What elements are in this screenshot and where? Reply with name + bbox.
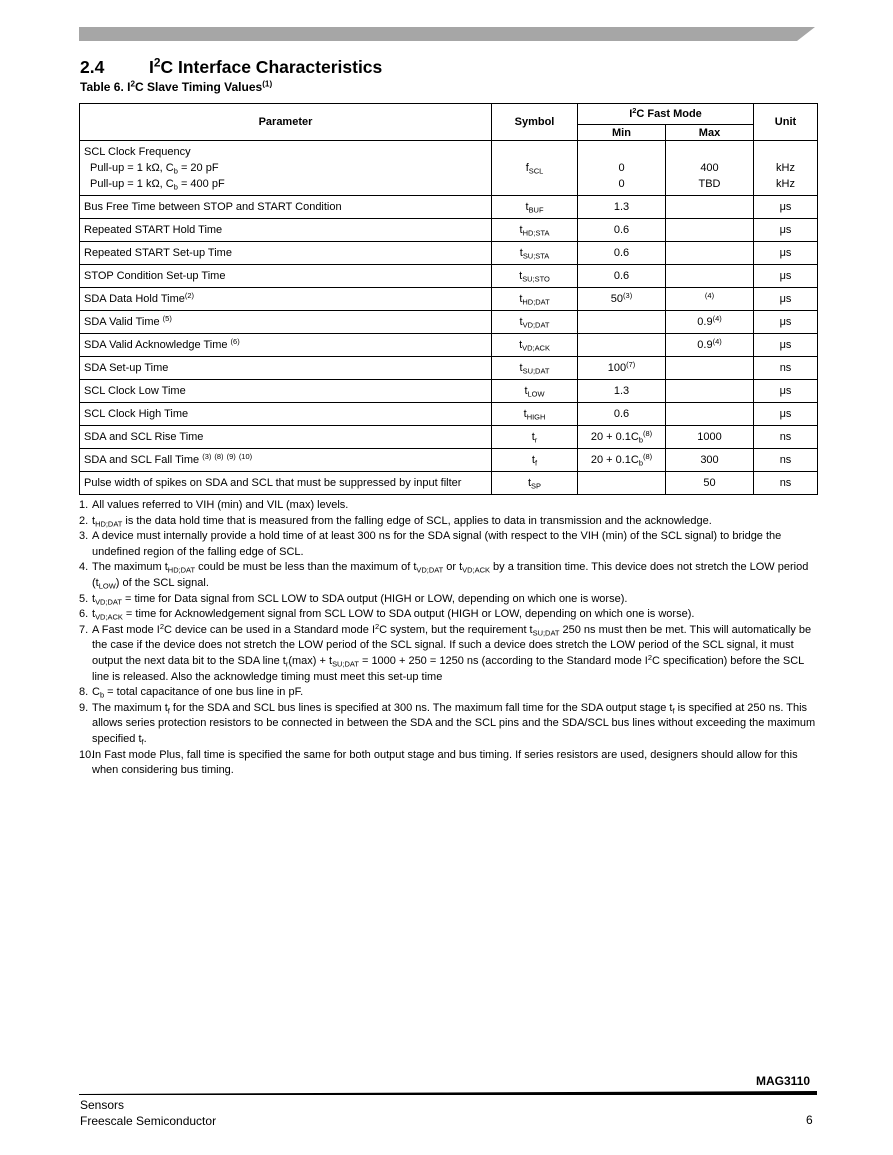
param-cell: STOP Condition Set-up Time [80, 265, 492, 288]
table-row [80, 426, 818, 449]
footer-rule [79, 1091, 817, 1095]
symbol-cell: $f_{SCL}$ [492, 141, 578, 196]
max-cell [666, 242, 754, 265]
table-row [80, 219, 818, 242]
min-cell [578, 311, 666, 334]
table-row [80, 242, 818, 265]
unit-cell: ns [754, 426, 818, 449]
page-number: 6 [806, 1113, 813, 1127]
param-cell: SDA Set-up Time [80, 357, 492, 380]
footnote-item: 7. A Fast mode $I^2C$ device can be used in a Standard mode $I^2C$ system, but the requirement $t_{SU;DAT}$ 250 ns must then be met. This will automatically be the case if the device does not stretch the LOW period of the SCL signal. If such a device does stretch the LOW period of the SCL signal, it must output the next data bit to the SDA line $t_r(\max) + t_{SU;DAT} = 1000 + 250 = 1250$ ns (according to the Standard mode $I^2C$ specification) before the SCL line is released. Also the acknowledge timing must meet this set-up time [79, 621, 812, 683]
max-cell [666, 265, 754, 288]
unit-cell: μs [754, 288, 818, 311]
section-heading [80, 57, 382, 78]
max-cell [666, 357, 754, 380]
unit-cell: kHz kHz [754, 141, 818, 196]
min-cell: 1.3 [578, 196, 666, 219]
param-cell: SCL Clock Low Time [80, 380, 492, 403]
param-cell: SCL Clock High Time [80, 403, 492, 426]
footnote-item: 9. The maximum $t_f$ for the SDA and SCL bus lines is specified at 300 ns. The maximum fall time for the SDA output stage $t_f$ is specified at 250 ns. This allows series protection resistors to be connected in between the SDA and the SCL pins and the SDA/SCL bus lines without exceeding the maximum specified $t_f$. [79, 701, 816, 747]
unit-cell: μs [754, 242, 818, 265]
unit-cell: μs [754, 403, 818, 426]
min-cell [578, 334, 666, 357]
footer-left [80, 1097, 216, 1129]
param-cell: SCL Clock Frequency Pull-up = 1 kΩ, $C_b = 20$ pF Pull-up = 1 kΩ, $C_b = 400$ pF [80, 141, 492, 196]
col-header-parameter: Parameter [80, 104, 492, 141]
max-cell: 0.9$^{(4)}$ [666, 334, 754, 357]
min-cell: $20 + 0.1C_b^{(8)}$ [578, 426, 666, 449]
table-row [80, 141, 818, 196]
footnote-item: 10. In Fast mode Plus, fall time is specified the same for both output stage and bus timing. If series resistors are used, designers should allow for this when considering bus timing. [79, 748, 798, 777]
max-cell [666, 403, 754, 426]
table-body [80, 196, 818, 495]
unit-cell: ns [754, 357, 818, 380]
min-cell [578, 472, 666, 495]
footer-company: Freescale Semiconductor [80, 1114, 217, 1128]
max-cell: 400 TBD [666, 141, 754, 196]
min-cell: 100$^{(7)}$ [578, 357, 666, 380]
timing-table [79, 103, 818, 495]
col-header-unit: Unit [754, 104, 818, 141]
symbol-cell: $t_{SU;DAT}$ [492, 357, 578, 380]
table-row [80, 449, 818, 472]
symbol-cell: $t_{SU;STO}$ [492, 265, 578, 288]
param-cell: Repeated START Set-up Time [80, 242, 492, 265]
min-cell: 0 0 [578, 141, 666, 196]
footnotes [79, 498, 817, 779]
footnote-item: 4. The maximum $t_{HD;DAT}$ could be must be less than the maximum of $t_{VD;DAT}$ or $t_{VD;ACK}$ by a transition time. This device does not stretch the LOW period $(t_{LOW})$ of the SCL signal. [79, 561, 809, 591]
max-cell: (4) [666, 288, 754, 311]
max-cell: 0.9$^{(4)}$ [666, 311, 754, 334]
table-row [80, 196, 818, 219]
table-row [80, 311, 818, 334]
symbol-cell: $t_r$ [492, 426, 578, 449]
table-row [80, 380, 818, 403]
param-cell: Pulse width of spikes on SDA and SCL that must be suppressed by input filter [80, 472, 492, 495]
symbol-cell: $t_f$ [492, 449, 578, 472]
footnote-item: 5. $t_{VD;DAT}$ = time for Data signal from SCL LOW to SDA output (HIGH or LOW, depending on which one is worse). [79, 592, 628, 607]
min-cell: 0.6 [578, 219, 666, 242]
col-header-fast-mode: $I^2C$ Fast Mode [578, 104, 754, 125]
min-cell: 1.3 [578, 380, 666, 403]
max-cell [666, 219, 754, 242]
symbol-cell: $t_{BUF}$ [492, 196, 578, 219]
min-cell: $20 + 0.1C_b^{(8)}$ [578, 449, 666, 472]
footnote-item: 2. $t_{HD;DAT}$ is the data hold time that is measured from the falling edge of SCL, applies to data in transmission and the acknowledge. [79, 514, 712, 529]
section-number: 2.4 [80, 57, 105, 77]
col-header-max: Max [666, 125, 754, 141]
col-header-symbol: Symbol [492, 104, 578, 141]
symbol-cell: $t_{LOW}$ [492, 380, 578, 403]
symbol-cell: $t_{VD;ACK}$ [492, 334, 578, 357]
symbol-cell: $t_{HIGH}$ [492, 403, 578, 426]
symbol-cell: $t_{HD;STA}$ [492, 219, 578, 242]
table-row [80, 357, 818, 380]
table-row [80, 403, 818, 426]
max-cell [666, 380, 754, 403]
footer-category: Sensors [80, 1098, 125, 1112]
symbol-cell: $t_{VD;DAT}$ [492, 311, 578, 334]
table-row [80, 288, 818, 311]
param-cell: SDA and SCL Rise Time [80, 426, 492, 449]
min-cell: 0.6 [578, 265, 666, 288]
table-caption-note: (1) [262, 79, 273, 89]
col-header-min: Min [578, 125, 666, 141]
footnote-item: 6. $t_{VD;ACK}$ = time for Acknowledgement signal from SCL LOW to SDA output (HIGH or LOW, depending on which one is worse). [79, 608, 695, 622]
unit-cell: μs [754, 334, 818, 357]
symbol-cell: $t_{SP}$ [492, 472, 578, 495]
footnote-item: 3. A device must internally provide a hold time of at least 300 ns for the SDA signal (with respect to the VIH (min) of the SCL signal) to bridge the undefined region of the falling edge of SCL. [79, 530, 782, 558]
unit-cell: ns [754, 449, 818, 472]
param-cell: Repeated START Hold Time [80, 219, 492, 242]
max-cell: 50 [666, 472, 754, 495]
table-row [80, 265, 818, 288]
max-cell: 1000 [666, 426, 754, 449]
footnote-item: 8. $C_b$ = total capacitance of one bus line in pF. [79, 686, 304, 700]
table-row [80, 472, 818, 495]
max-cell [666, 196, 754, 219]
unit-cell: μs [754, 265, 818, 288]
param-cell: SDA and SCL Fall Time $^{(3)}$ $^{(8)}$ $^{(9)}$ $^{(10)}$ [80, 449, 492, 472]
symbol-cell: $t_{HD;DAT}$ [492, 288, 578, 311]
unit-cell: ns [754, 472, 818, 495]
table-caption: Table 6. $I^2C$ Slave Timing Values$^{(1)}$ [80, 79, 273, 94]
unit-cell: μs [754, 380, 818, 403]
symbol-cell: $t_{SU;STA}$ [492, 242, 578, 265]
param-cell: Bus Free Time between STOP and START Condition [80, 196, 492, 219]
max-cell: 300 [666, 449, 754, 472]
section-title: $I^2C$ Interface Characteristics [149, 55, 383, 77]
min-cell: 0.6 [578, 242, 666, 265]
footnote-item: 1. All values referred to VIH (min) and VIL (max) levels. [79, 499, 349, 511]
doc-id: MAG3110 [756, 1074, 811, 1088]
param-cell: SDA Data Hold Time$^{(2)}$ [80, 288, 492, 311]
param-cell: SDA Valid Time $^{(5)}$ [80, 311, 492, 334]
min-cell: 0.6 [578, 403, 666, 426]
unit-cell: μs [754, 196, 818, 219]
param-cell: SDA Valid Acknowledge Time $^{(6)}$ [80, 334, 492, 357]
unit-cell: μs [754, 219, 818, 242]
min-cell: 50$^{(3)}$ [578, 288, 666, 311]
table-row [80, 334, 818, 357]
header-bar [79, 27, 815, 41]
unit-cell: μs [754, 311, 818, 334]
